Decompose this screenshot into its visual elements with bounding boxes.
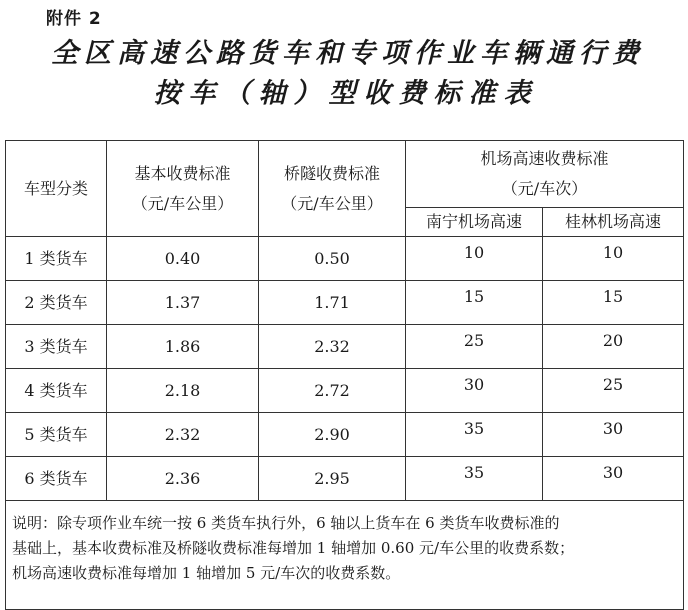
header-airport-fee-title: 机场高速收费标准	[480, 149, 609, 168]
cell-basic-fee: 1.86	[107, 325, 259, 369]
table-note	[6, 501, 684, 610]
header-row	[6, 141, 684, 208]
cell-basic-fee: 1.37	[107, 281, 259, 325]
document-title-line2: 按车（轴）型收费标准表	[153, 78, 539, 109]
document-title-line1: 全区高速公路货车和专项作业车辆通行费	[51, 38, 645, 69]
cell-nanning-fee: 35	[406, 457, 543, 501]
header-basic-fee	[107, 141, 259, 237]
fee-standard-table	[5, 140, 684, 610]
header-nanning-airport: 南宁机场高速	[406, 208, 543, 237]
cell-nanning-fee: 30	[406, 369, 543, 413]
cell-nanning-fee: 10	[406, 237, 543, 281]
cell-guilin-fee: 30	[543, 457, 684, 501]
header-guilin-airport: 桂林机场高速	[543, 208, 684, 237]
header-airport-fee-unit: （元/车次）	[501, 179, 588, 198]
table-row	[6, 325, 684, 369]
cell-vehicle-type: 1 类货车	[6, 237, 107, 281]
cell-guilin-fee: 20	[543, 325, 684, 369]
cell-guilin-fee: 10	[543, 237, 684, 281]
cell-vehicle-type: 5 类货车	[6, 413, 107, 457]
header-basic-fee-unit: （元/车公里）	[131, 193, 234, 213]
cell-bridge-fee: 2.95	[259, 457, 406, 501]
cell-basic-fee: 2.18	[107, 369, 259, 413]
cell-guilin-fee: 30	[543, 413, 684, 457]
cell-bridge-fee: 2.72	[259, 369, 406, 413]
cell-vehicle-type: 6 类货车	[6, 457, 107, 501]
cell-nanning-fee: 25	[406, 325, 543, 369]
cell-vehicle-type: 4 类货车	[6, 369, 107, 413]
cell-bridge-fee: 1.71	[259, 281, 406, 325]
cell-bridge-fee: 2.32	[259, 325, 406, 369]
header-bridge-fee	[259, 141, 406, 237]
cell-guilin-fee: 15	[543, 281, 684, 325]
table-row	[6, 369, 684, 413]
cell-basic-fee: 2.32	[107, 413, 259, 457]
cell-vehicle-type: 3 类货车	[6, 325, 107, 369]
header-bridge-fee-unit: （元/车公里）	[281, 193, 383, 213]
header-airport-fee	[406, 141, 684, 208]
cell-guilin-fee: 25	[543, 369, 684, 413]
table-row	[6, 457, 684, 501]
note-row	[6, 501, 684, 610]
header-bridge-fee-title: 桥隧收费标准	[283, 163, 380, 183]
cell-vehicle-type: 2 类货车	[6, 281, 107, 325]
cell-bridge-fee: 0.50	[259, 237, 406, 281]
cell-basic-fee: 2.36	[107, 457, 259, 501]
table-row	[6, 237, 684, 281]
table-row	[6, 281, 684, 325]
cell-nanning-fee: 35	[406, 413, 543, 457]
cell-basic-fee: 0.40	[107, 237, 259, 281]
note-line: 说明：除专项作业车统一按 6 类货车执行外，6 轴以上货车在 6 类货车收费标准的	[12, 514, 560, 532]
header-vehicle-type: 车型分类	[6, 141, 107, 237]
cell-nanning-fee: 15	[406, 281, 543, 325]
table-row	[6, 413, 684, 457]
attachment-label: 附件 2	[46, 9, 102, 29]
note-line: 机场高速收费标准每增加 1 轴增加 5 元/车次的收费系数。	[12, 564, 401, 582]
cell-bridge-fee: 2.90	[259, 413, 406, 457]
header-basic-fee-title: 基本收费标准	[134, 163, 231, 183]
note-line: 基础上，基本收费标准及桥隧收费标准每增加 1 轴增加 0.60 元/车公里的收费系数；	[12, 539, 575, 557]
